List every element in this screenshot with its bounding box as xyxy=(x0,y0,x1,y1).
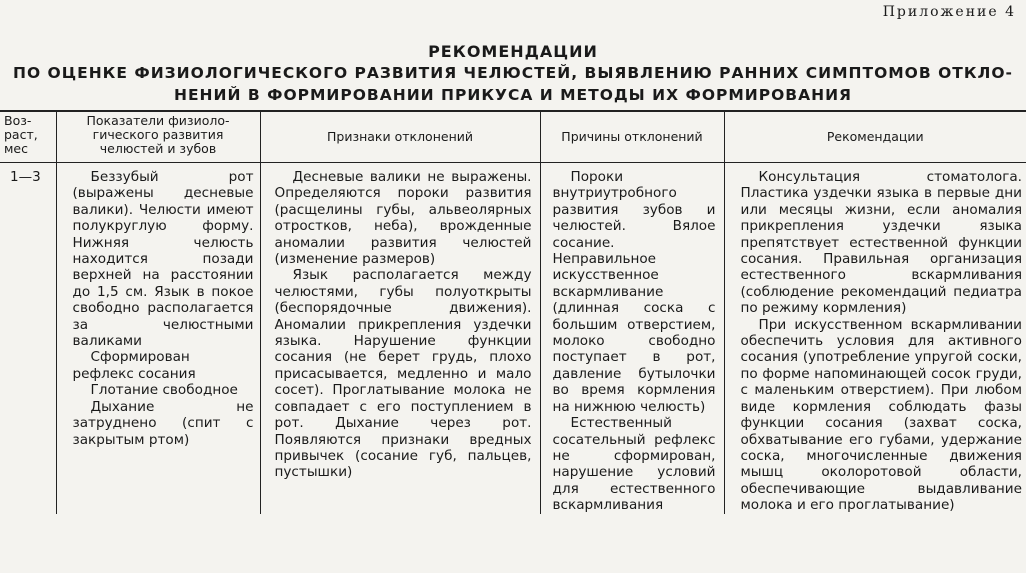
header-indicators: Показатели физиоло- гического развития челюстей и зубов xyxy=(56,111,260,163)
header-causes: Причины отклонений xyxy=(540,111,724,163)
indicators-paragraph: Беззубый рот (выражены десневые валики). Челюсти имеют полукруглую форму. Нижняя челюсть находится позади верхней на расстоянии до 1,5 см. Язык в покое свободно располагается за челюстными валиками xyxy=(72,169,254,350)
table-header-row xyxy=(0,111,1026,163)
indicators-paragraph: Дыхание не затруднено (спит с закрытым ртом) xyxy=(72,398,254,448)
signs-paragraph: Десневые валики не выражены. Определяются пороки развития (расщелины губы, альвеолярных отростков, неба), врожденные аномалии развития челюстей (изменение размеров) xyxy=(274,169,532,268)
recommendations-paragraph: При искусственном вскармливании обеспечить условия для активного сосания (употребление упругой соски, по форме напоминающей сосок груди, с маленьким отверстием). При любом виде кормления соблюдать фазы функции сосания (захват соска, обхватывание его губами, удержание соска, многочисленные движения мышц околоротовой области, обеспечивающие выдавливание молока и его проглатывание) xyxy=(740,316,1022,514)
table-row xyxy=(0,163,1026,514)
cell-signs xyxy=(260,163,540,514)
header-age: Воз- раст, мес xyxy=(0,111,56,163)
indicators-paragraph: Сформирован рефлекс сосания xyxy=(72,349,196,382)
document-subtitle-line-1: ПО ОЦЕНКЕ ФИЗИОЛОГИЧЕСКОГО РАЗВИТИЯ ЧЕЛЮСТЕЙ, ВЫЯВЛЕНИЮ РАННИХ СИМПТОМОВ ОТКЛО- xyxy=(13,64,1013,82)
header-recommendations: Рекомендации xyxy=(724,111,1026,163)
causes-paragraph: Пороки внутриутробного развития зубов и челюстей. Вялое сосание. Неправильное искусственное вскармливание (длинная соска с большим отверстием, молоко свободно поступает в рот, давление бутылочки во время кормления на нижнюю челюсть) xyxy=(552,169,716,415)
cell-recommendations xyxy=(724,163,1026,514)
cell-indicators xyxy=(56,163,260,514)
recommendations-paragraph: Консультация стоматолога. Пластика уздечки языка в первые дни или месяцы жизни, если аномалия прикрепления уздечки языка препятствует естественной функции сосания. Правильная организация естественного вскармливания (соблюдение рекомендаций педиатра по режиму кормления) xyxy=(740,169,1022,317)
causes-paragraph: Естественный сосательный рефлекс не сформирован, нарушение условий для естественного вскармливания xyxy=(552,415,716,514)
document-title: РЕКОМЕНДАЦИИ xyxy=(428,42,598,61)
appendix-label: Приложение 4 xyxy=(882,4,1016,20)
indicators-paragraph: Глотание свободное xyxy=(90,382,238,399)
cell-causes xyxy=(540,163,724,514)
cell-age: 1—3 xyxy=(10,169,41,185)
header-signs: Признаки отклонений xyxy=(260,111,540,163)
signs-paragraph: Язык располагается между челюстями, губы полуоткрыты (беспорядочные движения). Аномалии прикрепления уздечки языка. Нарушение функции сосания (не берет грудь, плохо присасывается, медленно и мало сосет). Проглатывание молока не совпадает с его поступлением в рот. Дыхание через рот. Появляются признаки вредных привычек (сосание губ, пальцев, пустышки) xyxy=(274,267,532,481)
document-subtitle-line-2: НЕНИЙ В ФОРМИРОВАНИИ ПРИКУСА И МЕТОДЫ ИХ ФОРМИРОВАНИЯ xyxy=(174,86,852,104)
recommendations-table xyxy=(0,110,1026,514)
